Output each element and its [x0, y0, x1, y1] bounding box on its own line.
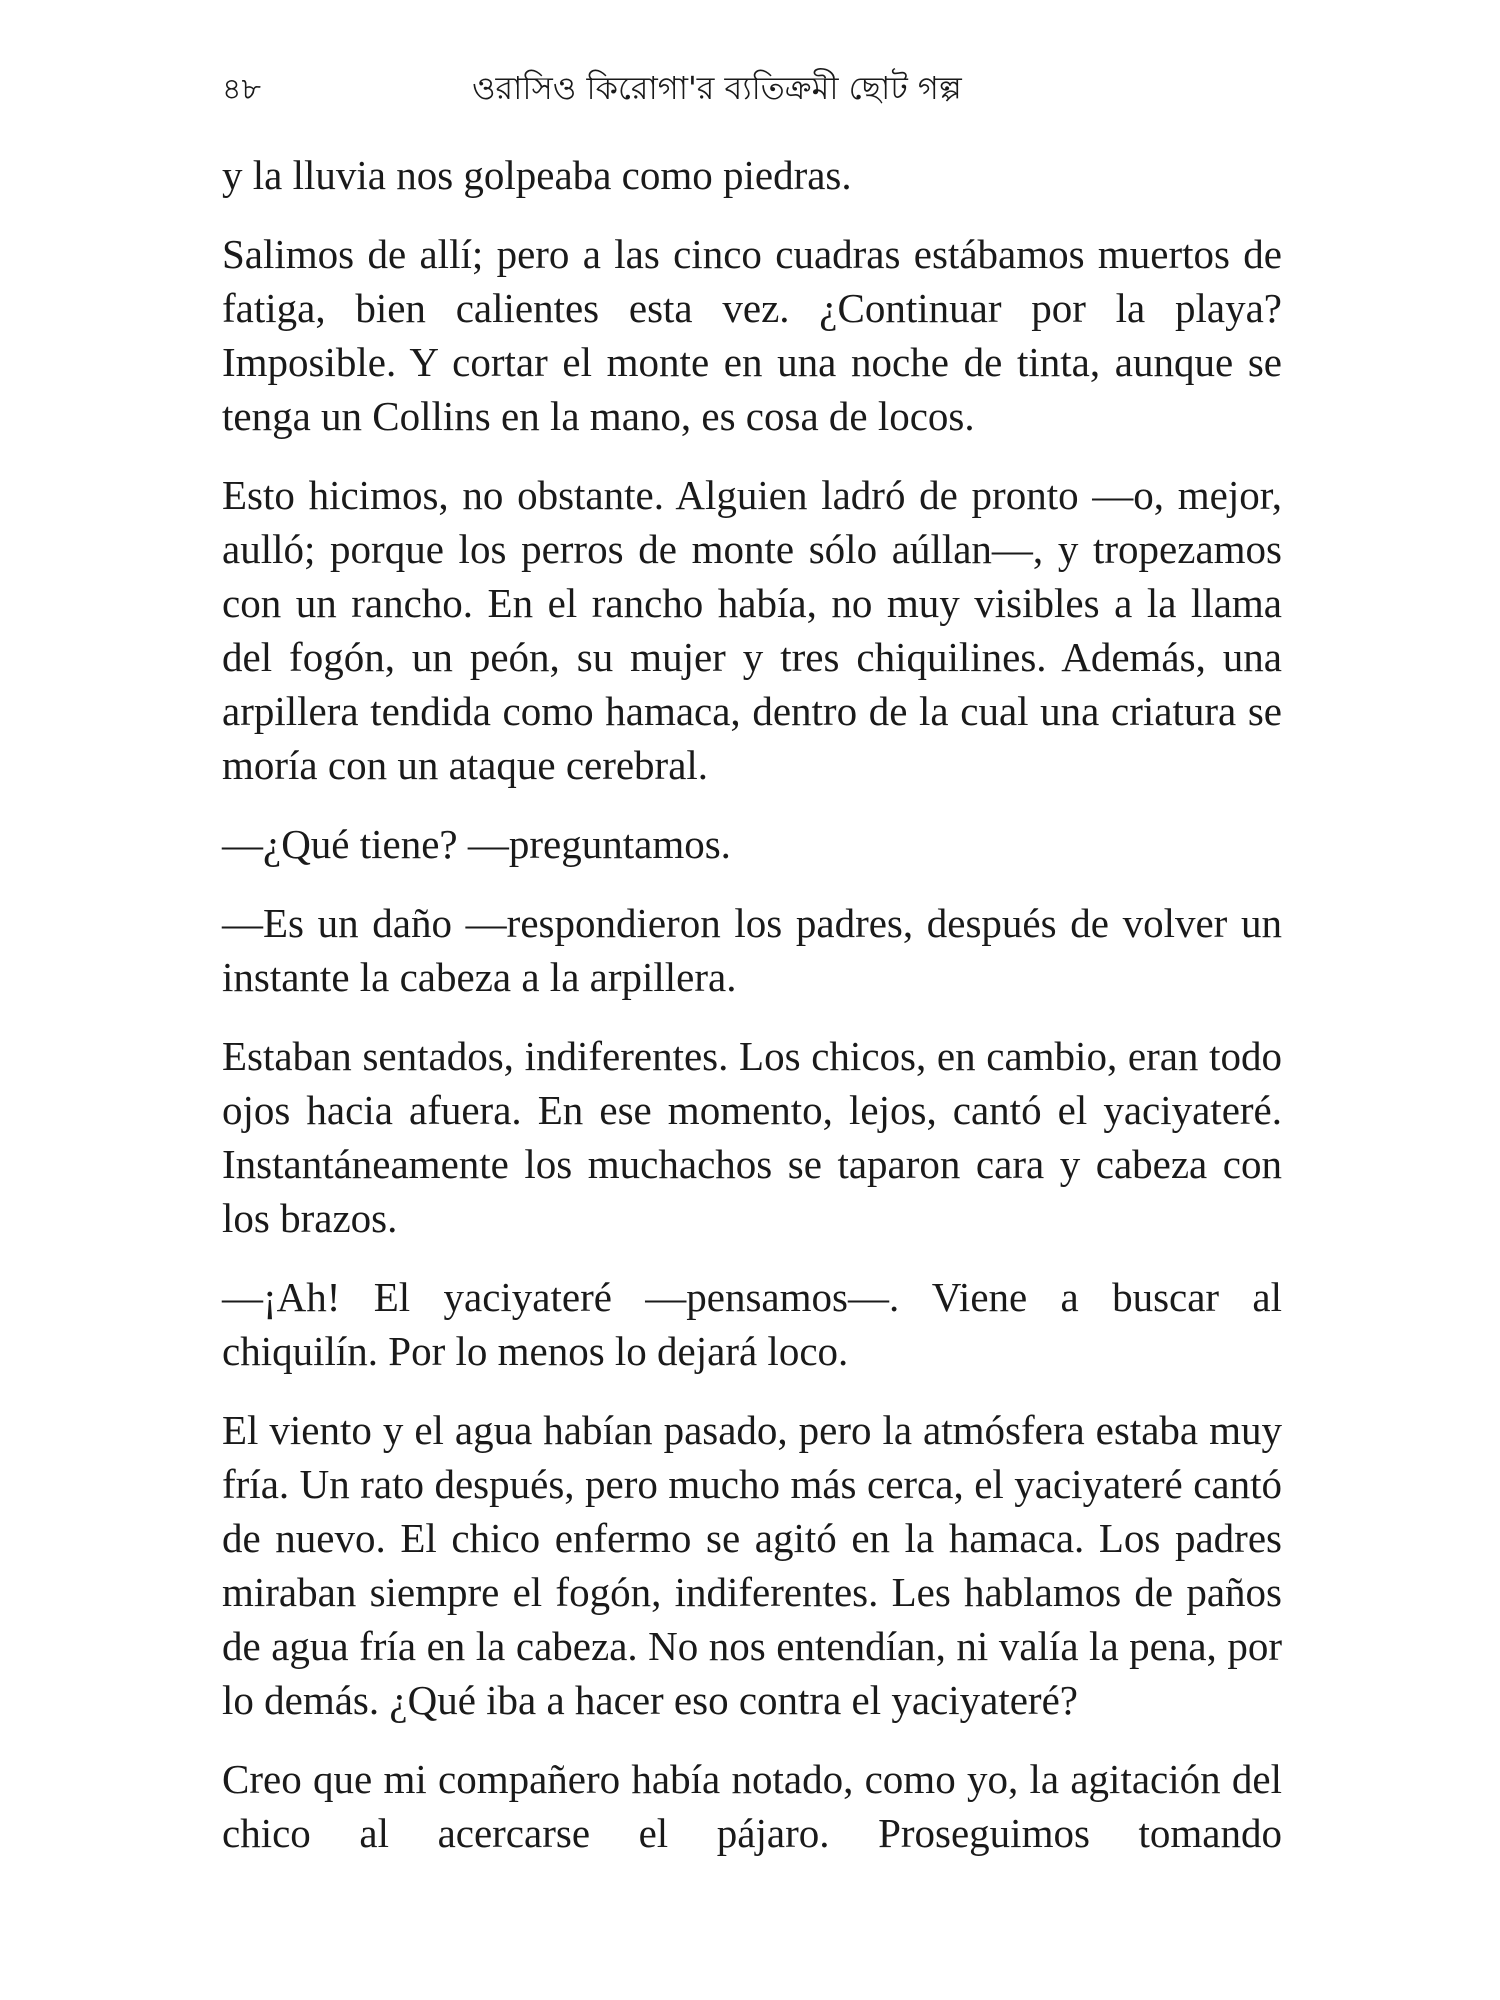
dialogue-paragraph: —¡Ah! El yaciyateré —pensamos—. Viene a buscar al chiquilín. Por lo menos lo dejará loco.: [222, 1274, 1282, 1374]
paragraph: Salimos de allí; pero a las cinco cuadras estábamos muertos de fatiga, bien calientes esta vez. ¿Continuar por la playa? Imposible. Y cortar el monte en una noche de tinta, aunque se tenga un Collins en la mano, es cosa de locos.: [222, 231, 1282, 439]
story-text: [222, 148, 1282, 1885]
paragraph: El viento y el agua habían pasado, pero la atmósfera estaba muy fría. Un rato después, pero mucho más cerca, el yaciyateré cantó de nuevo. El chico enfermo se agitó en la hamaca. Los padres miraban siempre el fogón, indiferentes. Les hablamos de paños de agua fría en la cabeza. No nos entendían, ni valía la pena, por lo demás. ¿Qué iba a hacer eso contra el yaciyateré?: [222, 1407, 1282, 1723]
page-number: ৪৮: [222, 72, 261, 107]
running-header: [222, 60, 1282, 120]
dialogue-paragraph: —¿Qué tiene? —preguntamos.: [222, 821, 731, 867]
book-title: ওরাসিও কিরোগা'র ব্যতিক্রমী ছোট গল্প: [472, 69, 962, 107]
paragraph: Estaban sentados, indiferentes. Los chicos, en cambio, eran todo ojos hacia afuera. En ese momento, lejos, cantó el yaciyateré. Instantáneamente los muchachos se taparon cara y cabeza con los brazos.: [222, 1033, 1282, 1241]
dialogue-paragraph: —Es un daño —respondieron los padres, después de volver un instante la cabeza a la arpillera.: [222, 900, 1282, 1000]
paragraph: Creo que mi compañero había notado, como yo, la agitación del chico al acercarse el pájaro. Proseguimos tomando: [222, 1756, 1282, 1856]
paragraph: y la lluvia nos golpeaba como piedras.: [222, 152, 852, 198]
paragraph: Esto hicimos, no obstante. Alguien ladró de pronto —o, mejor, aulló; porque los perros de monte sólo aúllan—, y tropezamos con un rancho. En el rancho había, no muy visibles a la llama del fogón, un peón, su mujer y tres chiquilines. Además, una arpillera tendida como hamaca, dentro de la cual una criatura se moría con un ataque cerebral.: [222, 472, 1282, 788]
